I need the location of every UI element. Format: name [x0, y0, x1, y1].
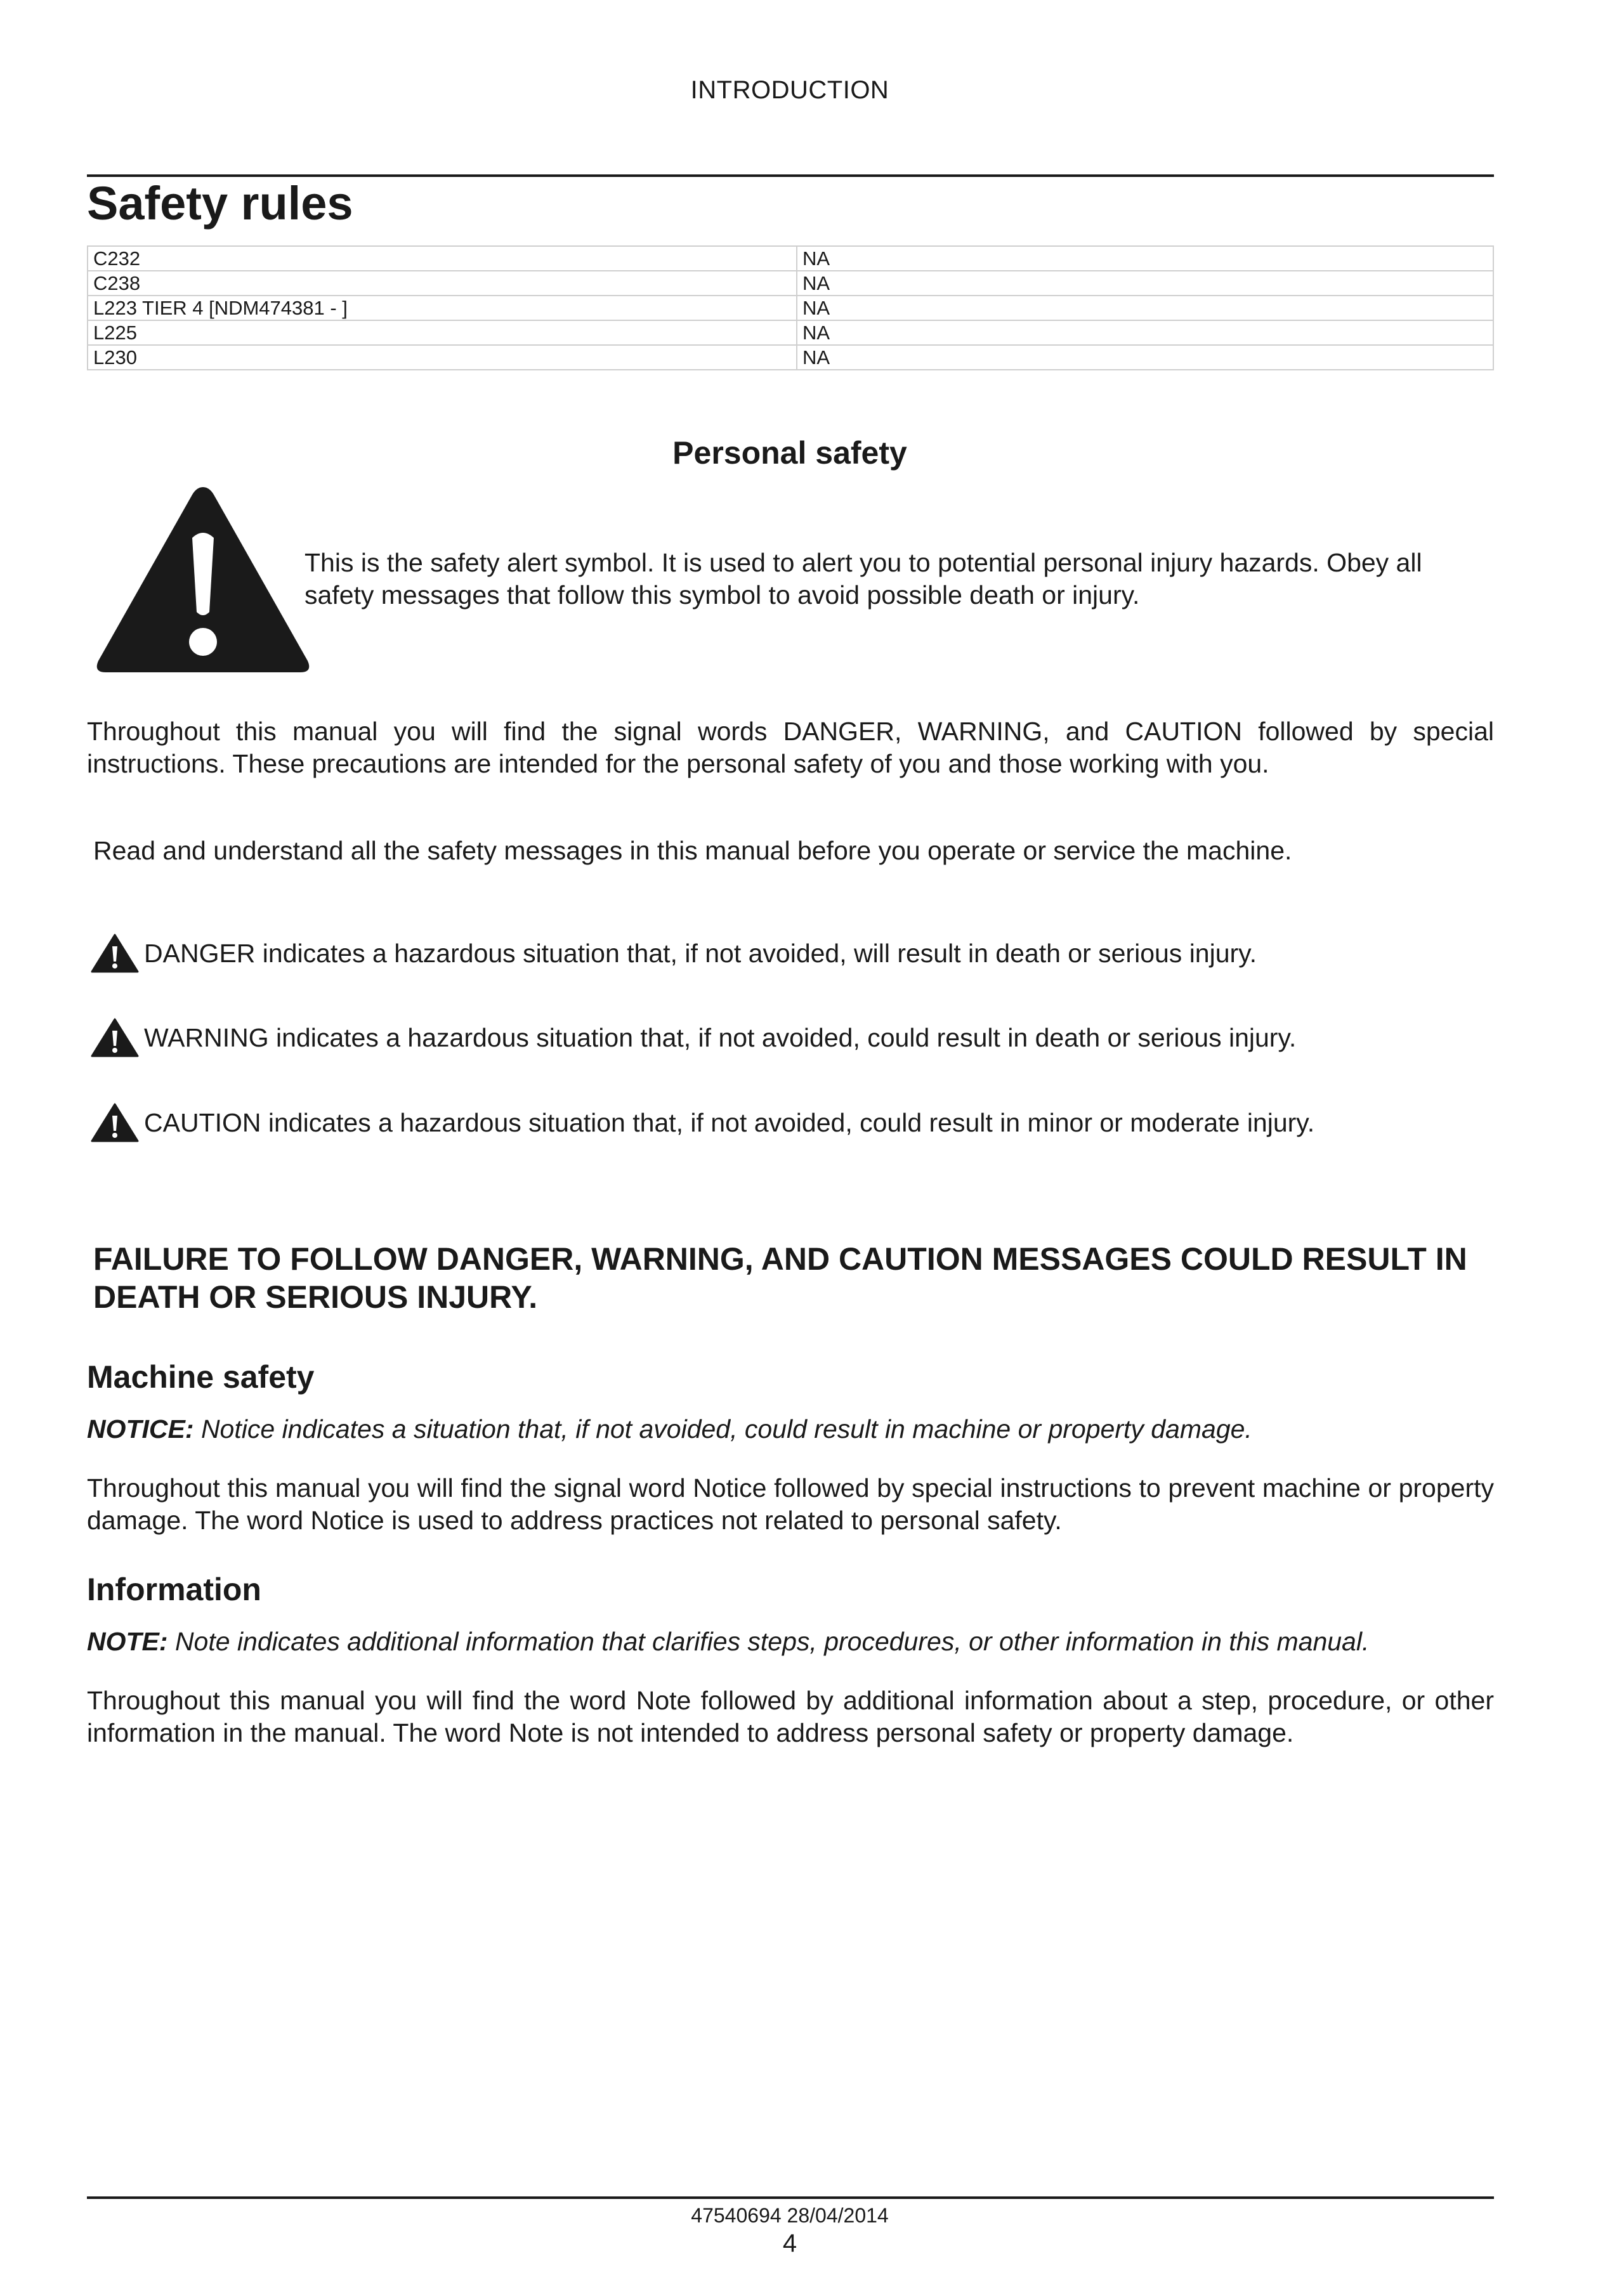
model-cell: C232	[88, 246, 797, 271]
models-table	[87, 245, 1494, 370]
signal-words-paragraph: Throughout this manual you will find the signal words DANGER, WARNING, and CAUTION followed by special instructions. These precautions are intended for the personal safety of you and those working with you.	[87, 717, 1494, 778]
warning-text: WARNING indicates a hazardous situation that, if not avoided, could result in death or serious injury.	[144, 1022, 1297, 1052]
personal-safety-heading: Personal safety	[672, 435, 907, 471]
safety-alert-description: This is the safety alert symbol. It is used to alert you to potential personal injury hazards. Obey all safety messages that follow this symbol to avoid possible death or injury.	[304, 548, 1422, 610]
footer-rule	[87, 2196, 1494, 2199]
read-understand-paragraph: Read and understand all the safety messages in this manual before you operate or service the machine.	[93, 836, 1292, 865]
model-cell: L225	[88, 320, 797, 345]
table-row	[88, 296, 1493, 320]
note-paragraph: Throughout this manual you will find the word Note followed by additional information about a step, procedure, or other information in the manual. The word Note is not intended to address personal safety or property damage.	[87, 1686, 1494, 1747]
value-cell: NA	[797, 271, 1493, 296]
footer-doc-id: 47540694 28/04/2014	[691, 2204, 889, 2227]
model-cell: C238	[88, 271, 797, 296]
caution-text: CAUTION indicates a hazardous situation that, if not avoided, could result in minor or moderate injury.	[144, 1107, 1315, 1137]
table-row	[88, 320, 1493, 345]
machine-safety-heading: Machine safety	[87, 1359, 315, 1395]
table-row	[88, 271, 1493, 296]
warning-triangle-icon	[91, 934, 139, 973]
failure-warning: FAILURE TO FOLLOW DANGER, WARNING, AND CAUTION MESSAGES COULD RESULT IN DEATH OR SERIOUS INJURY.	[93, 1241, 1467, 1315]
value-cell: NA	[797, 345, 1493, 370]
danger-text: DANGER indicates a hazardous situation that, if not avoided, will result in death or serious injury.	[144, 938, 1257, 968]
note-text: Note indicates additional information that clarifies steps, procedures, or other information in this manual.	[167, 1627, 1370, 1656]
danger-statement	[91, 934, 1498, 973]
section-header: INTRODUCTION	[690, 76, 889, 104]
safety-alert-triangle-icon	[92, 482, 314, 679]
notice-line	[87, 1413, 1494, 1445]
model-cell: L223 TIER 4 [NDM474381 - ]	[88, 296, 797, 320]
warning-statement	[91, 1018, 1498, 1057]
value-cell: NA	[797, 246, 1493, 271]
note-label: NOTE:	[87, 1627, 168, 1656]
page-number: 4	[782, 2229, 797, 2257]
note-line	[87, 1626, 1494, 1658]
table-row	[88, 246, 1493, 271]
caution-statement	[91, 1103, 1498, 1142]
table-row	[88, 345, 1493, 370]
information-heading: Information	[87, 1572, 261, 1607]
page-title: Safety rules	[87, 177, 353, 230]
model-cell: L230	[88, 345, 797, 370]
value-cell: NA	[797, 296, 1493, 320]
notice-paragraph: Throughout this manual you will find the signal word Notice followed by special instructions to prevent machine or property damage. The word Notice is used to address practices not related to personal safety.	[87, 1473, 1494, 1535]
notice-label: NOTICE:	[87, 1414, 194, 1444]
value-cell: NA	[797, 320, 1493, 345]
warning-triangle-icon	[91, 1103, 139, 1142]
notice-text: Notice indicates a situation that, if not avoided, could result in machine or property damage.	[193, 1414, 1252, 1444]
warning-triangle-icon	[91, 1018, 139, 1057]
